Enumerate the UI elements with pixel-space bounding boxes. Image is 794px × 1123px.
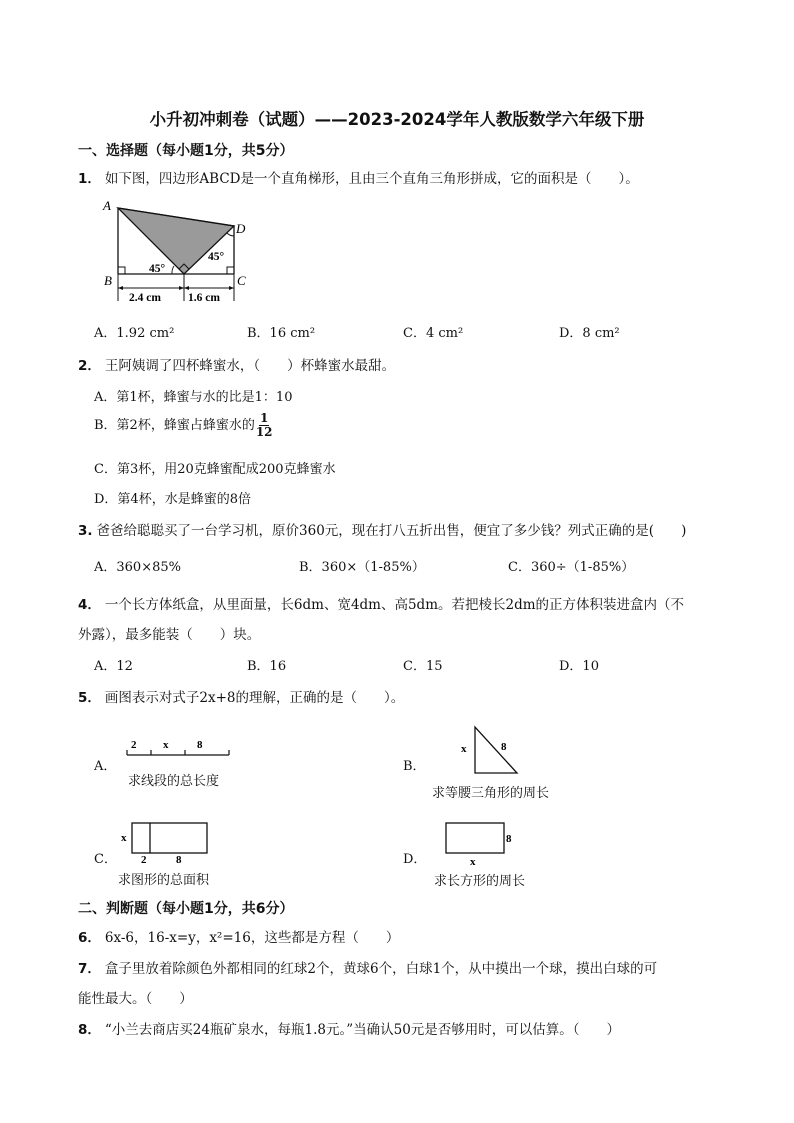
triangle-label-x: x — [461, 743, 467, 755]
rect-label-8: 8 — [506, 833, 512, 845]
question-text-line1: 一个长方体纸盒，从里面量，长6dm、宽4dm、高5dm。若把棱长2dm的正方体积装进盒内（不 — [104, 597, 685, 613]
q2-option-a: A．第1杯，蜂蜜与水的比是1：10 — [94, 390, 293, 405]
q5-caption-c: 求图形的总面积 — [118, 873, 210, 888]
area-label-2: 2 — [141, 854, 147, 866]
q2-option-c: C．第3杯，用20克蜂蜜配成200克蜂蜜水 — [94, 462, 336, 477]
question-text: 爸爸给聪聪买了一台学习机，原价360元，现在打八五折出售，便宜了多少钱？列式正确的是( ) — [96, 523, 687, 539]
option-text: B．第2杯，蜂蜜占蜂蜜水的 — [94, 418, 255, 433]
question-3 — [78, 519, 686, 539]
q2-option-b — [94, 412, 273, 439]
question-5 — [78, 686, 404, 706]
question-text: 6x-6，16-x=y，x²=16，这些都是方程（ ） — [104, 930, 400, 946]
section-heading-judgment: 二、判断题（每小题1分，共6分） — [78, 901, 294, 917]
label-c: C — [237, 273, 246, 288]
q5-caption-b: 求等腰三角形的周长 — [432, 786, 550, 801]
question-text: 如下图，四边形ABCD是一个直角梯形，且由三个直角三角形拼成，它的面积是（ ）。 — [104, 171, 639, 187]
question-number: 8． — [78, 1022, 101, 1038]
angle-right: 45° — [208, 251, 225, 263]
q1-option-b: B．16 cm² — [247, 326, 316, 341]
length-right: 1.6 cm — [188, 292, 220, 304]
area-label-8: 8 — [176, 854, 182, 866]
question-8 — [78, 1018, 620, 1038]
label-b: B — [104, 273, 112, 288]
question-4 — [78, 593, 684, 613]
q4-option-b: B．16 — [247, 659, 287, 674]
q5-caption-a: 求线段的总长度 — [128, 774, 220, 789]
q5-caption-d: 求长方形的周长 — [434, 874, 526, 889]
area-label-x: x — [121, 832, 127, 844]
q4-option-d: D．10 — [559, 659, 599, 674]
question-number: 2． — [78, 358, 101, 374]
angle-left: 45° — [149, 263, 166, 275]
question-number: 4． — [78, 597, 101, 613]
q2-option-d: D．第4杯，水是蜂蜜的8倍 — [94, 492, 251, 507]
question-number: 7． — [78, 961, 101, 977]
question-number: 1． — [78, 171, 101, 187]
length-left: 2.4 cm — [129, 292, 161, 304]
fraction — [256, 412, 273, 439]
q5-option-a-label: A． — [94, 759, 117, 774]
q3-option-a: A．360×85% — [94, 560, 181, 575]
question-number: 6． — [78, 930, 101, 946]
q3-option-c: C．360÷（1-85%） — [508, 560, 635, 575]
shaded-triangle — [118, 208, 234, 274]
fraction-numerator: 1 — [260, 411, 269, 425]
q5-option-d-label: D． — [403, 852, 427, 867]
q1-option-d: D．8 cm² — [559, 326, 620, 341]
question-text: 王阿姨调了四杯蜂蜜水，（ ）杯蜂蜜水最甜。 — [104, 358, 396, 374]
label-d: D — [236, 221, 246, 236]
rectangle-perimeter-diagram — [440, 818, 520, 868]
question-7-line2: 能性最大。（ ） — [78, 991, 193, 1007]
trapezoid-figure — [95, 195, 255, 307]
question-1 — [78, 167, 639, 187]
question-6 — [78, 926, 399, 946]
segment-diagram — [125, 735, 235, 763]
question-text: 画图表示对式子2x+8的理解，正确的是（ ）。 — [104, 690, 405, 706]
label-a: A — [103, 198, 111, 213]
q4-option-c: C．15 — [403, 659, 443, 674]
question-number: 3. — [78, 523, 93, 539]
page-title: 小升初冲刺卷（试题）——2023-2024学年人教版数学六年级下册 — [149, 110, 645, 129]
rectangle-area-diagram — [118, 818, 213, 866]
question-text: “小兰去商店买24瓶矿泉水，每瓶1.8元。”当确认50元是否够用时，可以估算。（ ） — [104, 1022, 621, 1038]
q4-option-a: A．12 — [94, 659, 133, 674]
section-heading-choice: 一、选择题（每小题1分，共5分） — [78, 143, 294, 159]
triangle-diagram — [455, 724, 525, 776]
question-number: 5． — [78, 690, 101, 706]
triangle-label-8: 8 — [501, 741, 507, 753]
q3-option-b: B．360×（1-85%） — [299, 560, 425, 575]
q5-option-c-label: C． — [94, 852, 117, 867]
question-text-line1: 盒子里放着除颜色外都相同的红球2个，黄球6个，白球1个，从中摸出一个球，摸出白球的可 — [104, 961, 658, 977]
q1-option-a: A．1.92 cm² — [94, 326, 175, 341]
q1-option-c: C．4 cm² — [403, 326, 464, 341]
question-7 — [78, 957, 657, 977]
segment-label-x: x — [163, 739, 169, 751]
question-4-line2: 外露），最多能装（ ）块。 — [78, 627, 261, 643]
fraction-denominator: 12 — [255, 425, 273, 439]
segment-label-2: 2 — [131, 739, 137, 751]
q5-option-b-label: B． — [403, 759, 426, 774]
segment-label-8: 8 — [197, 739, 203, 751]
rect-label-x: x — [470, 856, 476, 868]
question-2 — [78, 354, 395, 374]
